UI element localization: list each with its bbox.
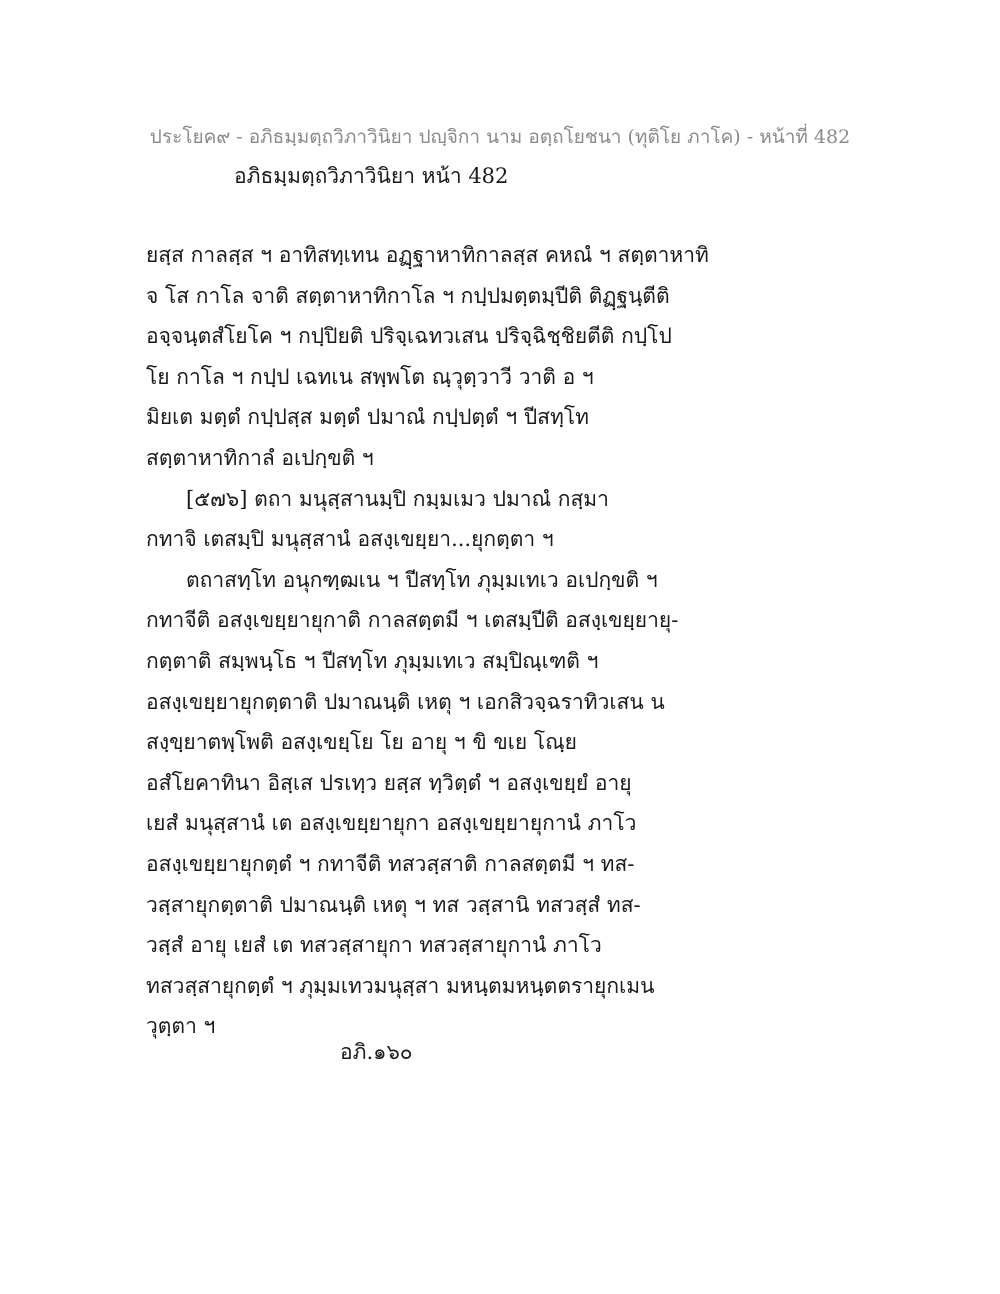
text-line: จ โส กาโล จาติ สตฺตาหาทิกาโล ฯ กปฺปมตฺตมฺปีติ ติฏฺฐนฺตีติ: [146, 283, 670, 308]
text-line: วสฺสายุกตฺตาติ ปมาณนฺติ เหตุ ฯ ทส วสฺสานิ ทสวสฺสํ ทส-: [146, 892, 641, 917]
text-line: มิยเต มตฺตํ กปฺปสฺส มตฺตํ ปมาณํ กปฺปตฺตํ ฯ ปีสทฺโท: [146, 405, 589, 430]
page-heading: อภิธมฺมตฺถวิภาวินิยา หน้า 482: [234, 164, 509, 188]
text-line: ทสวสฺสายุกตฺตํ ฯ ภุมฺมเทวมนุสฺสา มหนฺตมหนฺตตรายุกเมน: [146, 973, 655, 998]
text-line: สตฺตาหาทิกาลํ อเปกฺขติ ฯ: [146, 445, 374, 470]
text-line: กตฺตาติ สมฺพนฺโธ ฯ ปีสทฺโท ภุมฺมเทเว สมฺปิณฺเฑติ ฯ: [146, 648, 599, 673]
running-header: ประโยค๙ - อภิธมฺมตฺถวิภาวินิยา ปญฺจิกา นาม อตฺถโยชนา (ทุติโย ภาโค) - หน้าที่ 482: [149, 126, 851, 148]
text-line: กทาจีติ อสงฺเขยฺยายุกาติ กาลสตฺตมี ฯ เตสมฺปีติ อสงฺเขยฺยายุ-: [146, 608, 679, 633]
text-line: โย กาโล ฯ กปฺป เฉทเน สพฺพโต ณฺวุตฺวาวี วาติ อ ฯ: [146, 364, 594, 389]
footer-reference: อภิ.๑๖๐: [340, 1040, 413, 1064]
body-text: [146, 235, 866, 1047]
text-line: ยสฺส กาลสฺส ฯ อาทิสทฺเทน อฏฺฐาหาทิกาลสฺส คหณํ ฯ สตฺตาหาทิ: [146, 243, 709, 267]
text-line: กทาจิ เตสมฺปิ มนุสฺสานํ อสงฺเขยฺยา...ยุกตฺตา ฯ: [146, 527, 554, 552]
paragraph-start-line: ตถาสทฺโท อนุกฑฺฒเน ฯ ปีสทฺโท ภุมฺมเทเว อเปกฺขติ ฯ: [186, 567, 658, 592]
paragraph-start-line: [๕๗๖] ตถา มนุสฺสานมฺปิ กมฺมเมว ปมาณํ กสฺมา: [186, 486, 609, 511]
text-line: อสํโยคาทินา อิสฺเส ปรเทฺว ยสฺส ทฺวิตฺตํ ฯ อสงฺเขยฺยํ อายุ: [146, 770, 632, 795]
text-line: อสงฺเขยฺยายุกตฺตํ ฯ กทาจีติ ทสวสฺสาติ กาลสตฺตมี ฯ ทส-: [146, 851, 635, 876]
text-line: สงฺขฺยาตพฺโพติ อสงฺเขยฺโย โย อายุ ฯ ขิ ขเย โณฺย: [146, 730, 577, 755]
text-line: วสฺสํ อายุ เยสํ เต ทสวสฺสายุกา ทสวสฺสายุกานํ ภาโว: [146, 933, 602, 958]
text-line: อจฺจนฺตสํโยโค ฯ กปฺปิยติ ปริจฺเฉทวเสน ปริจฺฉิชฺชิยตีติ กปฺโป: [146, 324, 672, 349]
text-line: วุตฺตา ฯ: [146, 1014, 216, 1039]
text-line: อสงฺเขยฺยายุกตฺตาติ ปมาณนฺติ เหตุ ฯ เอกสิวจฺฉราทิวเสน น: [146, 689, 665, 714]
text-line: เยสํ มนุสฺสานํ เต อสงฺเขยฺยายุกา อสงฺเขยฺยายุกานํ ภาโว: [146, 811, 637, 836]
